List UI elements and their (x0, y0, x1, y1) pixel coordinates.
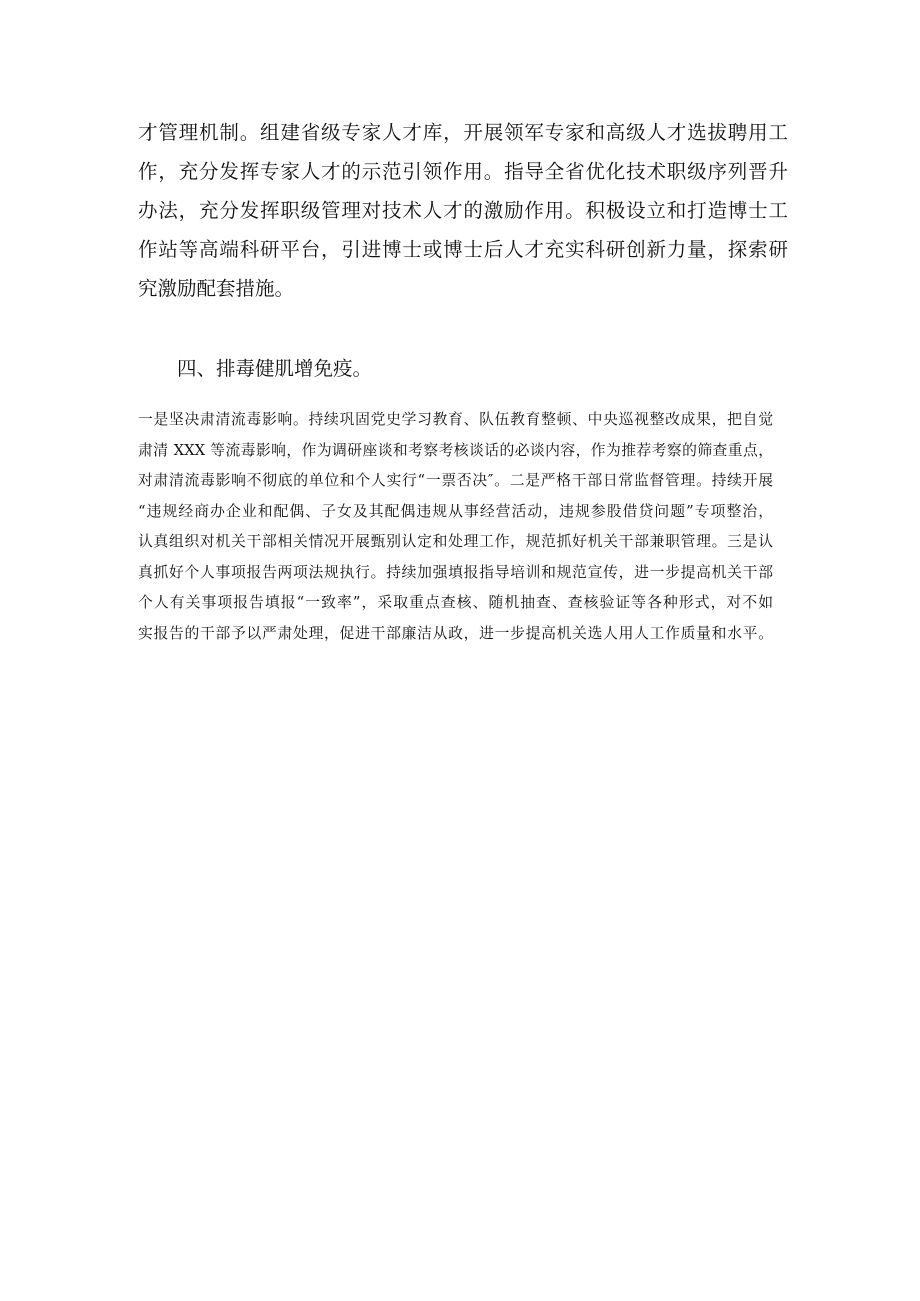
paragraph-line: 实报告的干部予以严肃处理，促进干部廉洁从政，进一步提高机关选人用人工作质量和水平。 (138, 624, 773, 642)
paragraph-line: 对肃清流毒影响不彻底的单位和个人实行“一票否决″。二是严格干部日常监督管理。持续开展 (138, 472, 773, 489)
paragraph-line: 个人有关事项报告填报“一致率”，采取重点查核、随机抽查、查核验证等各种形式，对不如 (138, 594, 773, 611)
paragraph-detox (138, 405, 773, 649)
paragraph-line: “违规经商办企业和配偶、子女及其配偶违规从事经营活动，违规参股借贷问题”专项整治， (138, 502, 773, 520)
paragraph-talent-management (138, 113, 788, 308)
paragraph-line: 作，充分发挥专家人才的示范引领作用。指导全省优化技术职级序列晋升 (138, 160, 788, 183)
paragraph-line: 才管理机制。组建省级专家人才库，开展领军专家和高级人才选拔聘用工 (138, 121, 788, 144)
paragraph-line: 一是坚决肃清流毒影响。持续巩固党史学习教育、队伍教育整顿、中央巡视整改成果，把自觉 (138, 411, 773, 428)
paragraph-line: 真抓好个人事项报告两项法规执行。持续加强填报指导培训和规范宣传，进一步提高机关干部 (138, 563, 773, 581)
paragraph-line: 肃清 XXX 等流毒影响，作为调研座谈和考察考核谈话的必谈内容，作为推荐考察的筛查重点， (138, 441, 773, 459)
paragraph-line: 究激励配套措施。 (138, 277, 295, 300)
paragraph-line: 认真组织对机关干部相关情况开展甄别认定和处理工作，规范抓好机关干部兼职管理。三是认 (138, 533, 773, 550)
section-heading: 四、排毒健肌增免疫。 (177, 357, 373, 380)
paragraph-line: 作站等高端科研平台，引进博士或博士后人才充实科研创新力量，探索研 (138, 238, 788, 261)
paragraph-line: 办法，充分发挥职级管理对技术人才的激励作用。积极设立和打造博士工 (138, 199, 788, 222)
